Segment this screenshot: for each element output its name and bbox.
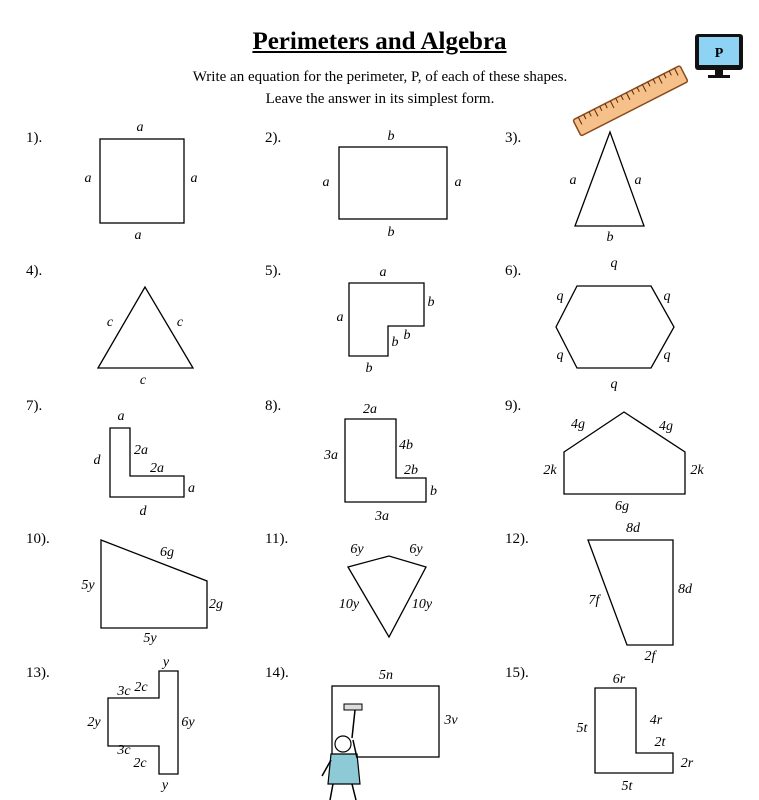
q12-label-bottom: 2f [644, 649, 656, 664]
q14-label-right: 3v [444, 713, 458, 728]
q5-label-right: b [427, 295, 435, 310]
q7-label-top: a [117, 409, 125, 424]
q13-label-lower-arm: 3c [117, 743, 131, 758]
question-number-13: 13). [26, 665, 50, 681]
q5-label-inner-v: b [391, 335, 399, 350]
q4-label-left: c [106, 315, 114, 330]
q14-label-top: 5n [379, 668, 393, 683]
q8-label-top: 2a [363, 402, 377, 417]
svg-text:P: P [714, 46, 724, 61]
q10-label-slant: 6g [160, 545, 174, 560]
shape-15-l-shape [595, 688, 673, 773]
q6-label-bottom-right: q [663, 348, 671, 363]
q11-label-top-left: 6y [350, 542, 364, 557]
q8-label-left: 3a [324, 448, 338, 463]
q15-label-top: 6r [612, 672, 626, 687]
q15-label-right: 2r [680, 756, 694, 771]
question-number-1: 1). [26, 130, 43, 146]
question-number-5: 5). [265, 263, 282, 279]
q12-label-right: 8d [678, 582, 692, 597]
q1-label-right: a [190, 171, 198, 186]
q7-label-inner-h: 2a [150, 461, 164, 476]
q1-label-bottom: a [134, 228, 142, 243]
question-number-15: 15). [505, 665, 529, 681]
q12-label-top: 8d [626, 521, 640, 536]
question-number-8: 8). [265, 398, 282, 414]
q2-label-top: b [387, 129, 395, 144]
q15-label-left: 5t [576, 721, 588, 736]
question-number-11: 11). [265, 531, 289, 547]
q5-label-bottom: b [365, 361, 373, 376]
shape-12-trapezium [588, 540, 673, 645]
q3-label-right: a [634, 173, 642, 188]
q6-label-bottom-left: q [556, 348, 564, 363]
q2-label-left: a [322, 175, 330, 190]
q9-label-bottom: 6g [615, 499, 629, 514]
q6-label-top-right: q [663, 289, 671, 304]
q13-label-top: y [162, 655, 170, 670]
shape-1-square [100, 139, 184, 223]
q3-label-base: b [606, 230, 614, 245]
q8-label-right: b [430, 484, 437, 499]
q13-label-upper-step: 2c [134, 680, 148, 695]
q9-label-left: 2k [543, 463, 557, 478]
instruction-line-2: Leave the answer in its simplest form. [265, 91, 495, 107]
q15-label-inner-v: 4r [649, 713, 663, 728]
q10-label-bottom: 5y [143, 631, 157, 646]
instruction-line-1: Write an equation for the perimeter, P, of each of these shapes. [192, 69, 568, 85]
shape-10-trapezium [101, 540, 207, 628]
q13-label-right: 6y [181, 715, 195, 730]
shape-2-rectangle [339, 147, 447, 219]
q13-label-upper-arm: 3c [117, 684, 131, 699]
q7-label-right: a [188, 481, 195, 496]
question-number-14: 14). [265, 665, 289, 681]
q7-label-bottom: d [139, 504, 147, 519]
question-number-7: 7). [26, 398, 43, 414]
q5-label-inner-h: b [403, 328, 411, 343]
q8-label-inner-h: 2b [404, 463, 418, 478]
question-number-4: 4). [26, 263, 43, 279]
question-number-12: 12). [505, 531, 529, 547]
q15-label-bottom: 5t [621, 779, 633, 794]
q6-label-top-left: q [556, 289, 564, 304]
q1-label-left: a [84, 171, 92, 186]
q5-label-left: a [336, 310, 344, 325]
shape-5-l-shape [349, 283, 424, 356]
q9-label-right: 2k [690, 463, 704, 478]
q11-label-bottom-right: 10y [411, 597, 433, 612]
q15-label-inner-h: 2t [654, 735, 666, 750]
q2-label-bottom: b [387, 225, 395, 240]
shape-6-hexagon [556, 286, 674, 368]
ruler-icon [573, 66, 688, 137]
shape-7-l-shape [110, 428, 184, 497]
q10-label-left: 5y [81, 578, 95, 593]
q7-label-left: d [93, 453, 101, 468]
q5-label-top: a [379, 265, 387, 280]
painter-icon [322, 704, 362, 800]
q10-label-right: 2g [209, 597, 223, 612]
question-number-10: 10). [26, 531, 50, 547]
q6-label-bottom: q [610, 377, 618, 392]
page-title: Perimeters and Algebra [252, 28, 507, 55]
q6-label-top: q [610, 256, 618, 271]
question-number-2: 2). [265, 130, 282, 146]
q3-label-left: a [569, 173, 577, 188]
shape-8-l-shape [345, 419, 426, 502]
question-number-6: 6). [505, 263, 522, 279]
q8-label-bottom: 3a [375, 509, 389, 524]
q9-label-top-left: 4g [571, 417, 585, 432]
q4-label-base: c [139, 373, 147, 388]
q8-label-inner-v: 4b [399, 438, 413, 453]
q13-label-left: 2y [87, 715, 101, 730]
q12-label-slant: 7f [588, 593, 600, 608]
question-number-3: 3). [505, 130, 522, 146]
q9-label-top-right: 4g [659, 419, 673, 434]
q13-label-lower-step: 2c [133, 756, 147, 771]
q7-label-inner-v: 2a [134, 443, 148, 458]
question-number-9: 9). [505, 398, 522, 414]
q1-label-top: a [136, 120, 144, 135]
q4-label-right: c [176, 315, 184, 330]
q11-label-top-right: 6y [409, 542, 423, 557]
q2-label-right: a [454, 175, 462, 190]
q13-label-bottom: y [161, 778, 169, 793]
q11-label-bottom-left: 10y [338, 597, 360, 612]
